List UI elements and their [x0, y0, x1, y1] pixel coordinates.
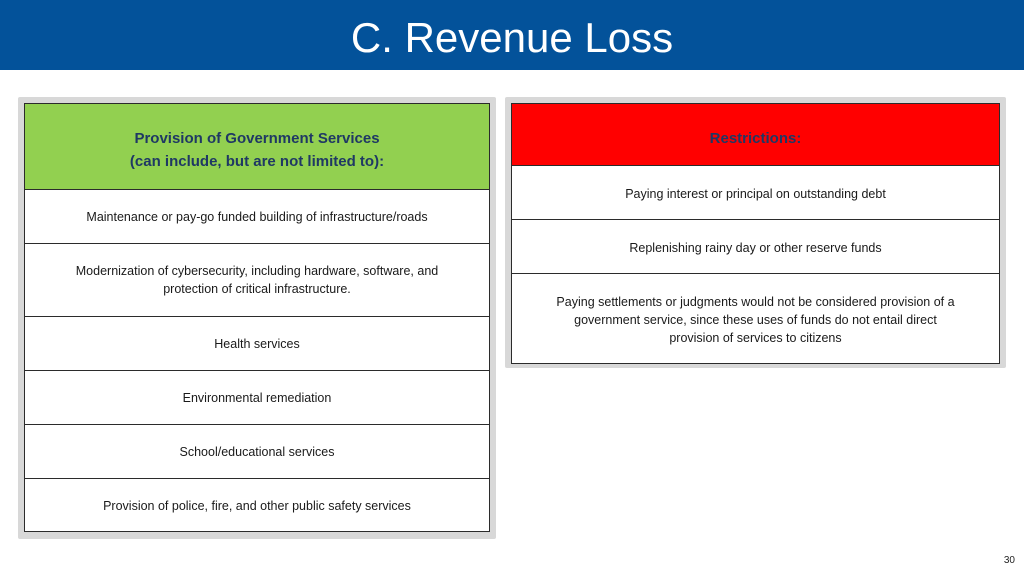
restrictions-header-text: Restrictions:: [709, 130, 802, 147]
restriction-row-text: government service, since these uses of funds do not entail direct: [574, 313, 937, 327]
service-row-text: Maintenance or pay-go funded building of infrastructure/roads: [86, 210, 428, 224]
government-services-table: [24, 103, 490, 532]
page-title: C. Revenue Loss: [350, 14, 674, 61]
service-row-text: Provision of police, fire, and other public safety services: [103, 499, 411, 513]
service-row-text: Environmental remediation: [182, 391, 332, 405]
restriction-row-text: Replenishing rainy day or other reserve funds: [629, 241, 882, 255]
restriction-row: [512, 219, 999, 273]
service-row: [25, 316, 489, 370]
service-row-text: Modernization of cybersecurity, including hardware, software, and: [75, 264, 439, 278]
restriction-row-text: provision of services to citizens: [669, 331, 842, 345]
service-row-text: School/educational services: [179, 445, 335, 459]
service-row: [25, 478, 489, 532]
service-row: [25, 370, 489, 424]
service-row: [25, 189, 489, 243]
restriction-row-text: Paying interest or principal on outstanding debt: [625, 187, 886, 201]
government-services-header-line1: Provision of Government Services: [134, 130, 380, 147]
government-services-header-line2: (can include, but are not limited to):: [129, 153, 385, 170]
restriction-row: [512, 273, 999, 363]
page-number: 30: [1003, 555, 1015, 566]
service-row: [25, 424, 489, 478]
service-row-text: protection of critical infrastructure.: [163, 282, 351, 296]
government-services-header: [25, 104, 489, 189]
service-row-text: Health services: [214, 337, 300, 351]
restrictions-table: [511, 103, 1000, 364]
service-row: [25, 243, 489, 316]
restriction-row-text: Paying settlements or judgments would not be considered provision of a: [556, 295, 955, 309]
restriction-row: [512, 165, 999, 219]
restrictions-header: [512, 104, 999, 165]
